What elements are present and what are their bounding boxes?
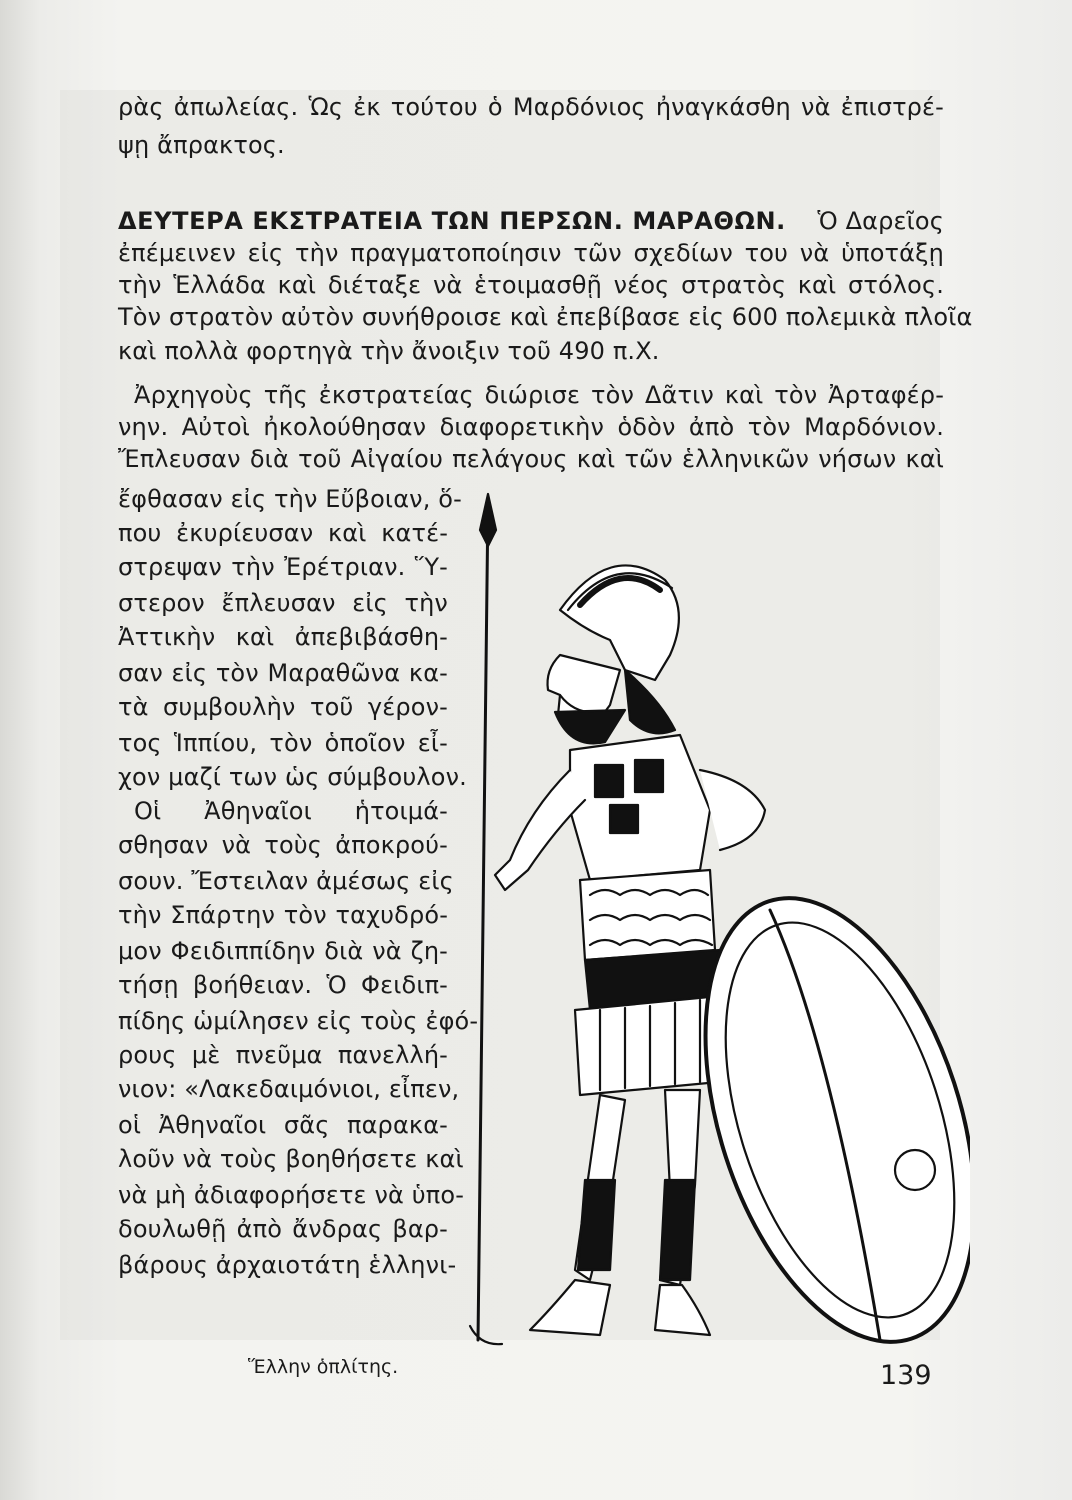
text-line: νὰ μὴ ἀδιαφορήσετε νὰ ὑπο- bbox=[118, 1181, 465, 1209]
text-line: Ἔπλευσαν διὰ τοῦ Αἰγαίου πελάγους καὶ τῶν ἑλληνικῶν νήσων καὶ bbox=[118, 445, 944, 473]
text-line: ἔφθασαν εἰς τὴν Εὔβοιαν, ὅ- bbox=[118, 485, 462, 513]
text-line: Οἱ Ἀθηναῖοι ἡτοιμά- bbox=[134, 797, 448, 825]
text-line: βάρους ἀρχαιοτάτη ἑλληνι- bbox=[118, 1251, 457, 1279]
text-line: σαν εἰς τὸν Μαραθῶνα κα- bbox=[118, 659, 448, 687]
text-line: καὶ πολλὰ φορτηγὰ τὴν ἄνοιξιν τοῦ 490 π.Χ. bbox=[118, 337, 660, 365]
text-line: Τὸν στρατὸν αὐτὸν συνήθροισε καὶ ἐπεβίβασε εἰς 600 πολεμικὰ πλοῖα bbox=[118, 303, 973, 331]
text-line: στερον ἔπλευσαν εἰς τὴν bbox=[118, 589, 448, 617]
text-line: τὰ συμβουλὴν τοῦ γέρον- bbox=[118, 693, 448, 721]
text-line: χον μαζί των ὡς σύμβουλον. bbox=[118, 763, 467, 791]
page-number: 139 bbox=[880, 1360, 932, 1391]
text-line: μον Φειδιππίδην διὰ νὰ ζη- bbox=[118, 937, 448, 965]
text-line: τήσῃ βοήθειαν. Ὁ Φειδιπ- bbox=[118, 971, 448, 999]
text-line: δουλωθῇ ἀπὸ ἄνδρας βαρ- bbox=[118, 1215, 448, 1243]
figure-caption: Ἕλλην ὁπλίτης. bbox=[248, 1356, 399, 1378]
text-line: τὴν Ἑλλάδα καὶ διέταξε νὰ ἑτοιμασθῇ νέος στρατὸς καὶ στόλος. bbox=[118, 271, 944, 299]
text-line: ψῃ ἄπρακτος. bbox=[118, 131, 285, 159]
text-line: νιον: «Λακεδαιμόνιοι, εἶπεν, bbox=[118, 1075, 460, 1103]
text-line: Ἀττικὴν καὶ ἀπεβιβάσθη- bbox=[118, 623, 448, 651]
text-line: στρεψαν τὴν Ἐρέτριαν. Ὕ- bbox=[118, 553, 448, 581]
text-line: Ὁ Δαρεῖος bbox=[817, 207, 944, 235]
section-heading: ΔΕΥΤΕΡΑ ΕΚΣΤΡΑΤΕΙΑ ΤΩΝ ΠΕΡΣΩΝ. ΜΑΡΑΘΩΝ. bbox=[118, 207, 786, 235]
text-line: που ἐκυρίευσαν καὶ κατέ- bbox=[118, 519, 448, 547]
text-line: Ἀρχηγοὺς τῆς ἐκστρατείας διώρισε τὸν Δᾶτιν καὶ τὸν Ἀρταφέρ- bbox=[134, 381, 944, 409]
text-line: πίδης ὡμίλησεν εἰς τοὺς ἐφό- bbox=[118, 1007, 479, 1035]
text-line: νην. Αὐτοὶ ἠκολούθησαν διαφορετικὴν ὁδὸν ἀπὸ τὸν Μαρδόνιον. bbox=[118, 413, 944, 441]
text-line: ἐπέμεινεν εἰς τὴν πραγματοποίησιν τῶν σχεδίων του νὰ ὑποτάξῃ bbox=[118, 239, 944, 267]
hoplite-illustration bbox=[410, 480, 970, 1360]
text-line: λοῦν νὰ τοὺς βοηθήσετε καὶ bbox=[118, 1145, 464, 1173]
section-heading-line bbox=[118, 206, 944, 236]
text-line: σθησαν νὰ τοὺς ἀποκρού- bbox=[118, 831, 448, 859]
text-line: τος Ἱππίου, τὸν ὁποῖον εἶ- bbox=[118, 729, 448, 757]
text-line: σουν. Ἔστειλαν ἀμέσως εἰς bbox=[118, 867, 454, 895]
text-line: ρους μὲ πνεῦμα πανελλή- bbox=[118, 1041, 448, 1069]
text-line: οἱ Ἀθηναῖοι σᾶς παρακα- bbox=[118, 1111, 448, 1139]
text-line: ρὰς ἀπωλείας. Ὡς ἐκ τούτου ὁ Μαρδόνιος ἠναγκάσθη νὰ ἐπιστρέ- bbox=[118, 93, 944, 121]
text-line: τὴν Σπάρτην τὸν ταχυδρό- bbox=[118, 901, 448, 929]
